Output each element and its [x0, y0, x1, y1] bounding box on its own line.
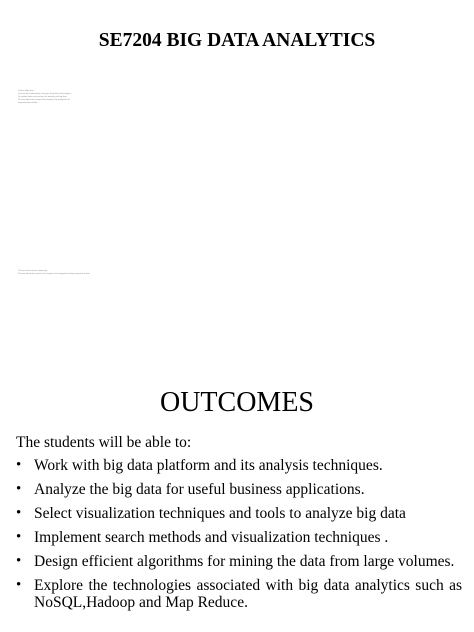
list-item-text: Work with big data platform and its analysis techniques. — [34, 457, 383, 474]
bullet-icon: • — [16, 457, 22, 473]
bullet-icon: • — [16, 505, 22, 521]
stream-computing-tiny-text — [18, 270, 90, 276]
bullet-icon: • — [16, 553, 22, 569]
tiny-text-line: large amounts of data — [18, 102, 38, 104]
tiny-text-line: To know about the research that requires the integration of large amounts of data. — [18, 273, 91, 275]
list-item — [16, 505, 462, 522]
bullet-icon: • — [16, 577, 22, 593]
outcomes-intro: The students will be able to: — [16, 434, 192, 451]
course-objectives-tiny-text — [18, 90, 71, 105]
list-item-text: Explore the technologies associated with big data analytics such as NoSQL,Hadoop and Map Reduce. — [34, 577, 462, 611]
list-item-text: Design efficient algorithms for mining the data from large volumes. — [34, 553, 455, 570]
list-item-text: Implement search methods and visualization techniques . — [34, 529, 389, 546]
list-item-text: Analyze the big data for useful business applications. — [34, 481, 365, 498]
tiny-text-line: To learn about stream computing. — [18, 270, 48, 272]
slide-title: SE7204 BIG DATA ANALYTICS — [98, 30, 376, 51]
list-item — [16, 553, 462, 570]
outcomes-heading: OUTCOMES — [159, 387, 314, 418]
tiny-text-line: To know about the research that requires the integration of — [18, 99, 70, 101]
list-item — [16, 529, 462, 546]
bullet-icon: • — [16, 481, 22, 497]
list-item — [16, 481, 462, 498]
list-item-text: Select visualization techniques and tools to analyze big data — [34, 505, 406, 522]
bullet-icon: • — [16, 529, 22, 545]
tiny-text-line: To know the fundamental concepts of big data and analytics. — [18, 93, 72, 95]
list-item — [16, 457, 462, 474]
tiny-text-line: To explore tools and practices for working with big data — [18, 96, 67, 98]
list-item — [16, 577, 462, 611]
tiny-text-line: Course objectives — [18, 90, 34, 92]
outcomes-list — [16, 457, 462, 618]
